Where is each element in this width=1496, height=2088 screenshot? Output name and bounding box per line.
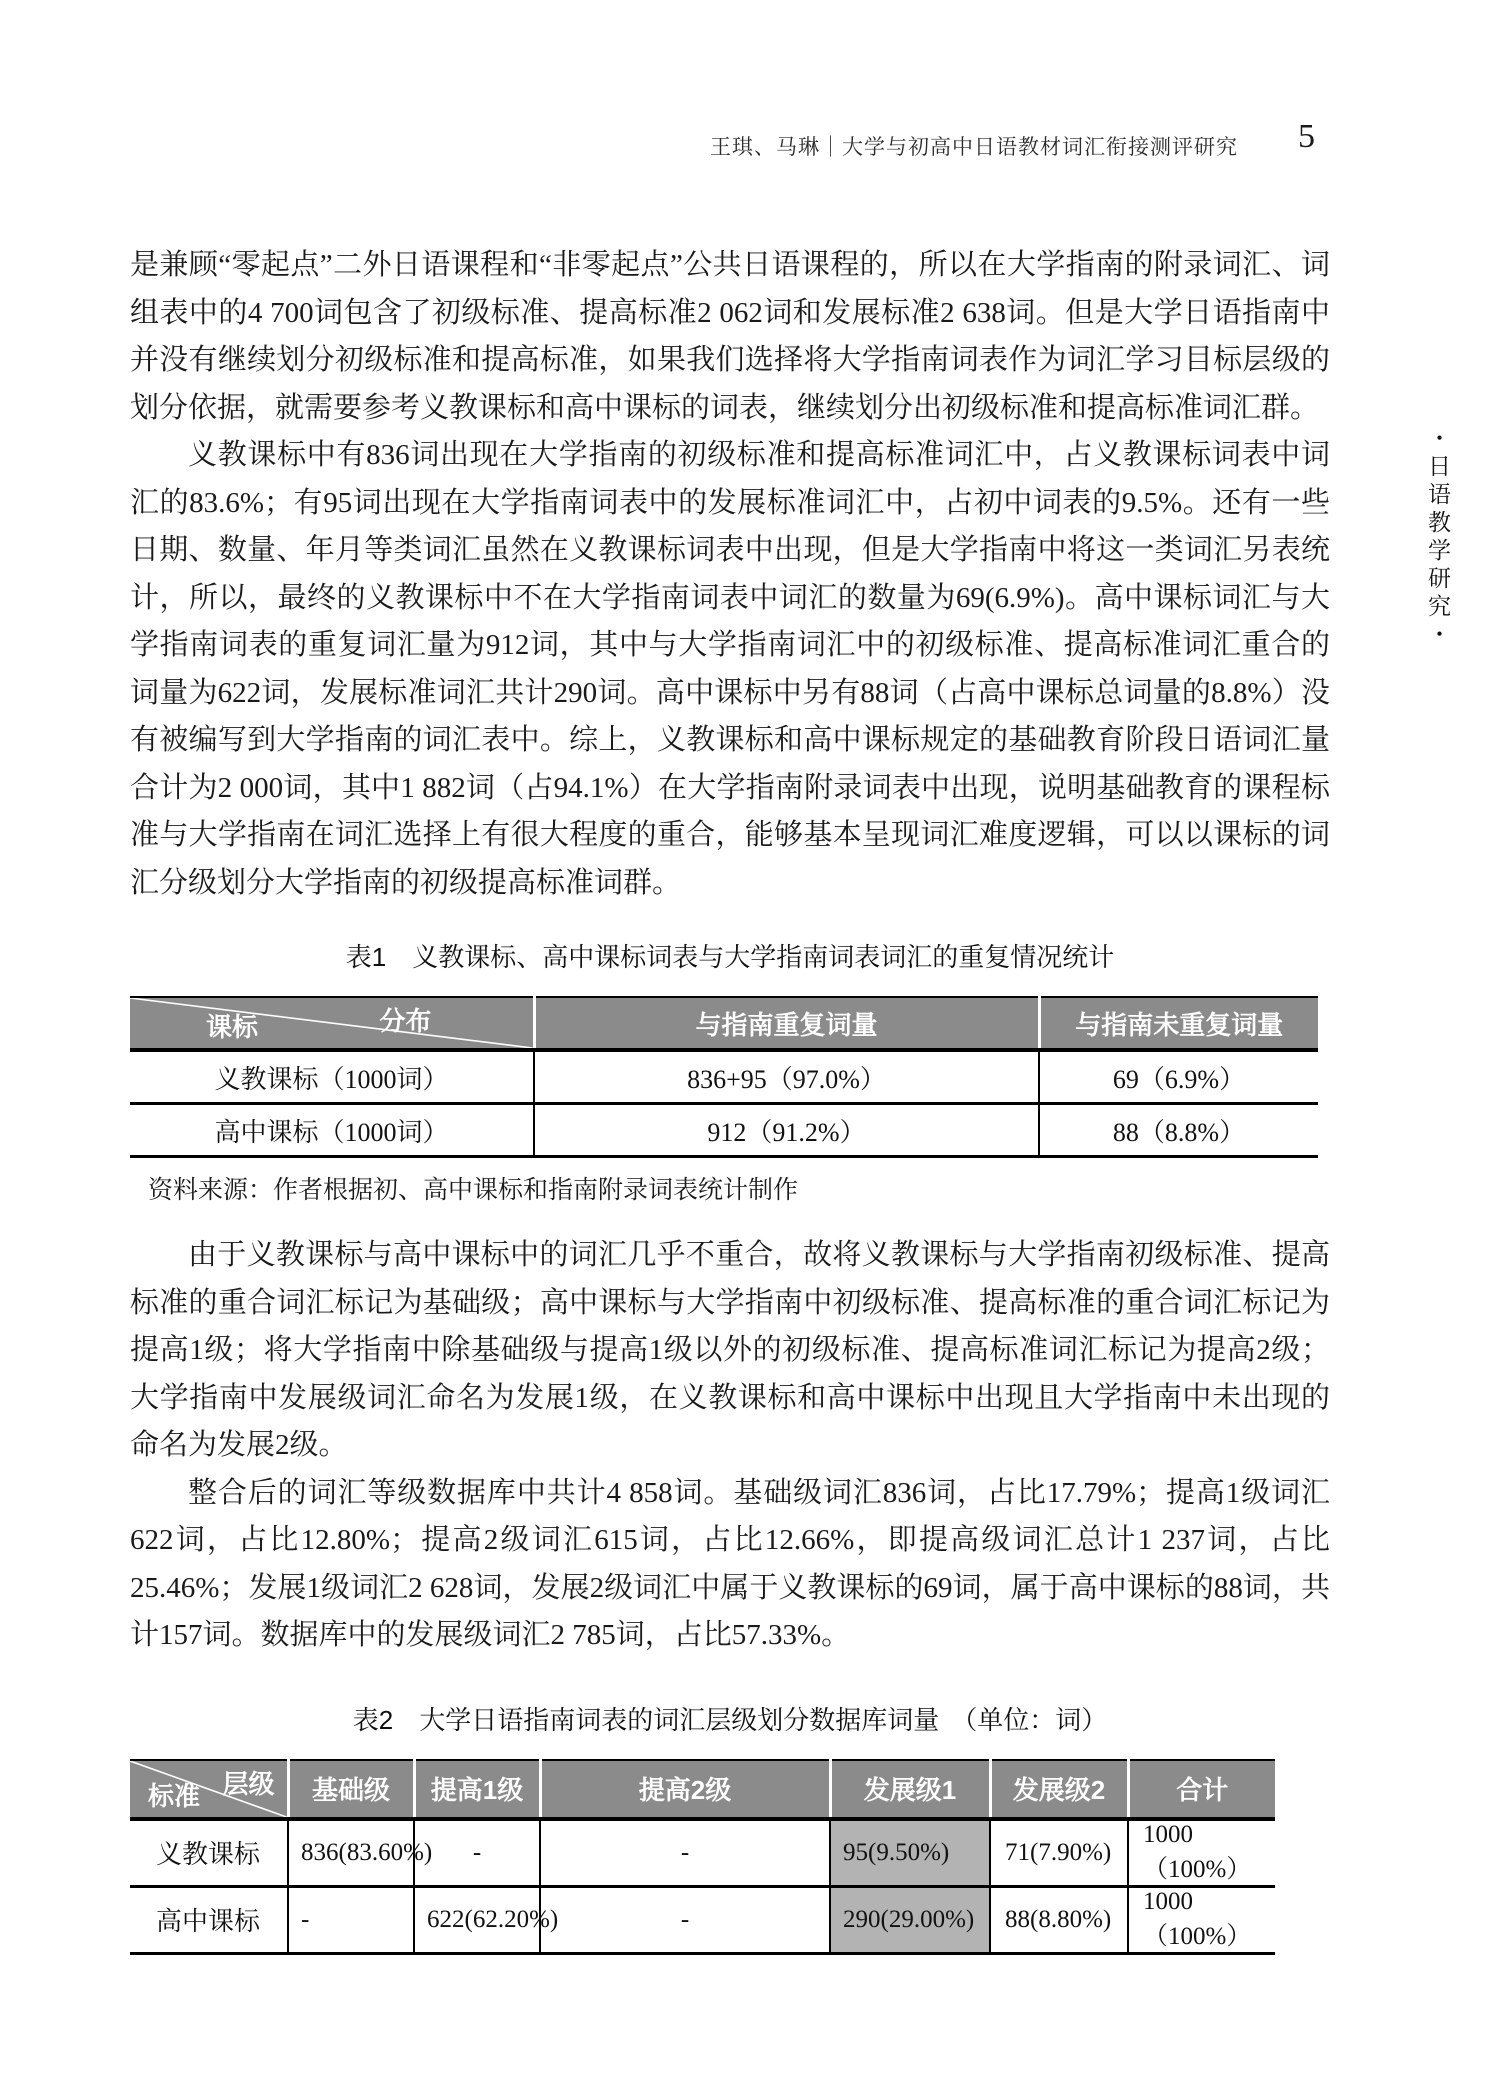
table2-header-tigao1: 提高1级 [414, 1760, 540, 1819]
table2-cell-heji: 1000（100%） [1128, 1886, 1275, 1953]
table2-diagonal-header-cell [130, 1760, 288, 1819]
table2-row-label: 义教课标 [130, 1819, 288, 1887]
table1-source-note: 资料来源：作者根据初、高中课标和指南附录词表统计制作 [148, 1177, 799, 1204]
table2-caption-unit: （单位：词） [951, 1704, 1108, 1735]
table2-row-yijiao [130, 1819, 1275, 1887]
table1-cell-overlap: 912（91.2%） [534, 1104, 1039, 1157]
table1-caption-text: 表1 义教课标、高中课标词表与大学指南词表词汇的重复情况统计 [345, 942, 1115, 972]
page-number: 5 [1298, 118, 1315, 155]
table1-diagonal-header-cell [130, 997, 534, 1050]
table2-cell-fazhan1: 95(9.50%) [830, 1819, 990, 1887]
journal-section-label: ・日语教学研究・ [1425, 426, 1451, 650]
table2-header-heji: 合计 [1128, 1760, 1275, 1819]
table1-header-row [130, 997, 1318, 1050]
paragraph-3: 由于义教课标与高中课标中的词汇几乎不重合，故将义教课标与大学指南初级标准、提高标准的重合词汇标记为基础级；高中课标与大学指南中初级标准、提高标准的重合词汇标记为提高1级；将大学指南中除基础级与提高1级以外的初级标准、提高标准词汇标记为提高2级；大学指南中发展级词汇命名为发展1级，在义教课标和高中课标中出现且大学指南中未出现的命名为发展2级。 [130, 1239, 1330, 1461]
table2-cell-jichuji: 836(83.60%) [288, 1819, 414, 1887]
table2-caption [130, 1700, 1330, 1737]
table1-cell-non-overlap: 69（6.9%） [1039, 1050, 1318, 1104]
table2-header-fazhan2: 发展级2 [990, 1760, 1128, 1819]
table1-header-overlap: 与指南重复词量 [534, 997, 1039, 1050]
paragraph-2: 义教课标中有836词出现在大学指南的初级标准和提高标准词汇中，占义教课标词表中词汇的83.6%；有95词出现在大学指南词表中的发展标准词汇中，占初中词表的9.5%。还有一些日期、数量、年月等类词汇虽然在义教课标词表中出现，但是大学指南中将这一类词汇另表统计，所以，最终的义教课标中不在大学指南词表中词汇的数量为69(6.9%)。高中课标词汇与大学指南词表的重复词汇量为912词，其中与大学指南词汇中的初级标准、提高标准词汇重合的词量为622词，发展标准词汇共计290词。高中课标中另有88词（占高中课标总词量的8.8%）没有被编写到大学指南的词汇表中。综上，义教课标和高中课标规定的基础教育阶段日语词汇量合计为2 000词，其中1 882词（占94.1%）在大学指南附录词表中出现，说明基础教育的课程标准与大学指南在词汇选择上有很大程度的重合，能够基本呈现词汇难度逻辑，可以以课标的词汇分级划分大学指南的初级提高标准词群。 [130, 439, 1330, 899]
table2-header-tigao2: 提高2级 [540, 1760, 830, 1819]
table2-cell-tigao2: - [540, 1819, 830, 1887]
table1-diagonal-top-label: 分布 [379, 1006, 432, 1036]
table2-cell-tigao1: - [414, 1819, 540, 1887]
table1-header-non-overlap: 与指南未重复词量 [1039, 997, 1318, 1050]
table1-row-label: 义教课标（1000词） [130, 1050, 534, 1104]
table1-row-label: 高中课标（1000词） [130, 1104, 534, 1157]
table1-caption [130, 937, 1330, 974]
running-head: 王琪、马琳｜大学与初高中日语教材词汇衔接测评研究 [710, 135, 1238, 159]
paragraph-4: 整合后的词汇等级数据库中共计4 858词。基础级词汇836词，占比17.79%；提高1级词汇622词，占比12.80%；提高2级词汇615词，占比12.66%，即提高级词汇总计1 237词，占比25.46%；发展1级词汇2 628词，发展2级词汇中属于义教课标的69词，属于高中课标的88词，共计157词。数据库中的发展级词汇2 785词，占比57.33%。 [130, 1476, 1330, 1651]
table2-cell-jichuji: - [288, 1886, 414, 1953]
table2-header-fazhan1: 发展级1 [830, 1760, 990, 1819]
paragraph-1: 是兼顾“零起点”二外日语课程和“非零起点”公共日语课程的，所以在大学指南的附录词汇、词组表中的4 700词包含了初级标准、提高标准2 062词和发展标准2 638词。但是大学日语指南中并没有继续划分初级标准和提高标准，如果我们选择将大学指南词表作为词汇学习目标层级的划分依据，就需要参考义教课标和高中课标的词表，继续划分出初级标准和提高标准词汇群。 [130, 249, 1330, 424]
table1-cell-overlap: 836+95（97.0%） [534, 1050, 1039, 1104]
table2-cell-tigao1: 622(62.20%) [414, 1886, 540, 1953]
table2-cell-fazhan2: 88(8.80%) [990, 1886, 1128, 1953]
table2-diagonal-bottom-label: 标准 [148, 1780, 201, 1811]
table1-row-gaozhong [130, 1104, 1318, 1157]
table2-header-row [130, 1760, 1275, 1819]
table2-cell-fazhan2: 71(7.90%) [990, 1819, 1128, 1887]
table2-caption-text: 表2 大学日语指南词表的词汇层级划分数据库词量 [352, 1704, 940, 1735]
table1 [130, 996, 1318, 1158]
table1-cell-non-overlap: 88（8.8%） [1039, 1104, 1318, 1157]
main-text-column [130, 242, 1330, 1955]
table2-cell-fazhan1: 290(29.00%) [830, 1886, 990, 1953]
table1-diagonal-bottom-label: 课标 [206, 1012, 259, 1042]
table2 [130, 1759, 1275, 1955]
table2-row-gaozhong [130, 1886, 1275, 1953]
table2-cell-tigao2: - [540, 1886, 830, 1953]
table2-cell-heji: 1000（100%） [1128, 1819, 1275, 1887]
table2-row-label: 高中课标 [130, 1886, 288, 1953]
table2-diagonal-top-label: 层级 [222, 1768, 275, 1799]
table1-row-yijiao [130, 1050, 1318, 1104]
table2-header-jichuji: 基础级 [288, 1760, 414, 1819]
diagonal-divider-line [130, 998, 533, 1048]
